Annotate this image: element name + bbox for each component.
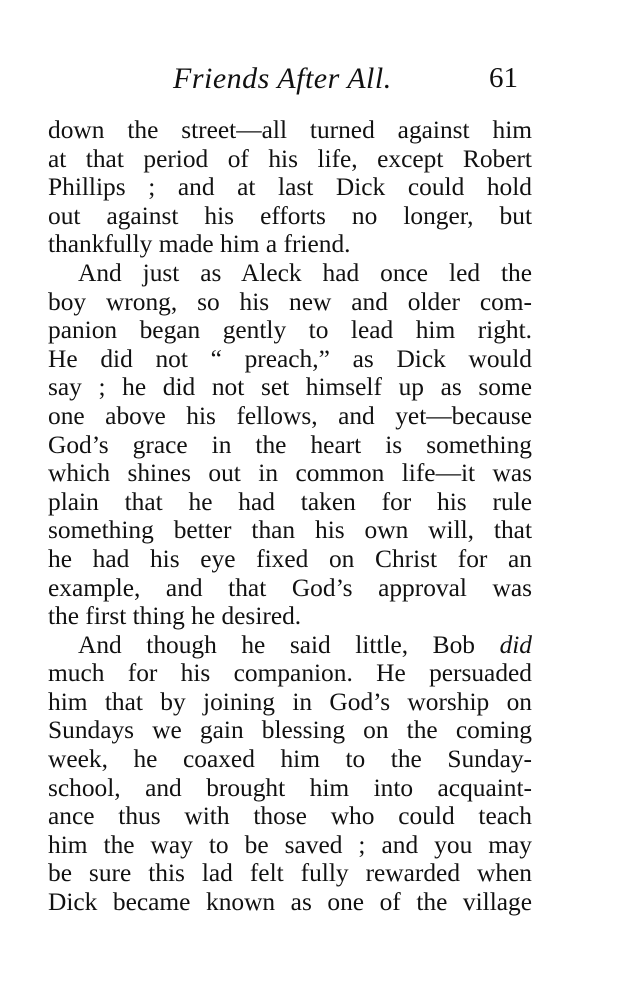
text-line: he had his eye fixed on Christ for an <box>48 544 532 573</box>
text-line: out against his efforts no longer, but <box>48 201 532 230</box>
text-line: Phillips ; and at last Dick could hold <box>48 173 532 202</box>
text-line: plain that he had taken for his rule <box>48 487 532 516</box>
text-line: example, and that God’s approval was <box>48 573 532 602</box>
text-line: panion began gently to lead him right. <box>48 316 532 345</box>
emphasis-word: did <box>499 630 533 659</box>
text-line: week, he coaxed him to the Sunday- <box>48 745 532 774</box>
text-line: something better than his own will, that <box>48 516 532 545</box>
text-line: thankfully made him a friend. <box>48 230 351 259</box>
text-line: Sundays we gain blessing on the coming <box>48 716 532 745</box>
text-line: school, and brought him into acquaint- <box>48 773 532 802</box>
text-line: much for his companion. He persuaded <box>48 659 532 688</box>
running-title: Friends After All. <box>173 62 392 95</box>
text-line: boy wrong, so his new and older com- <box>48 287 532 316</box>
text-line: him the way to be saved ; and you may <box>48 830 532 859</box>
text-fragment: And though he said little, Bob <box>78 630 476 659</box>
text-line: down the street—all turned against him <box>48 116 532 144</box>
page-header <box>48 62 518 102</box>
text-line: which shines out in common life—it was <box>48 459 532 488</box>
text-line: at that period of his life, except Robert <box>48 144 532 173</box>
text-line: be sure this lad felt fully rewarded when <box>48 859 532 888</box>
text-line: Dick became known as one of the village <box>48 888 532 917</box>
text-line <box>48 631 532 660</box>
text-line: He did not “ preach,” as Dick would <box>48 344 532 373</box>
body-text <box>48 116 532 917</box>
text-line: one above his fellows, and yet—because <box>48 401 532 430</box>
text-line: ance thus with those who could teach <box>48 802 532 831</box>
text-line: him that by joining in God’s worship on <box>48 687 532 716</box>
text-line: And just as Aleck had once led the <box>78 258 532 287</box>
text-line: God’s grace in the heart is something <box>48 430 532 459</box>
text-line: say ; he did not set himself up as some <box>48 373 532 402</box>
page-number: 61 <box>489 62 518 94</box>
text-line: the first thing he desired. <box>48 602 302 631</box>
